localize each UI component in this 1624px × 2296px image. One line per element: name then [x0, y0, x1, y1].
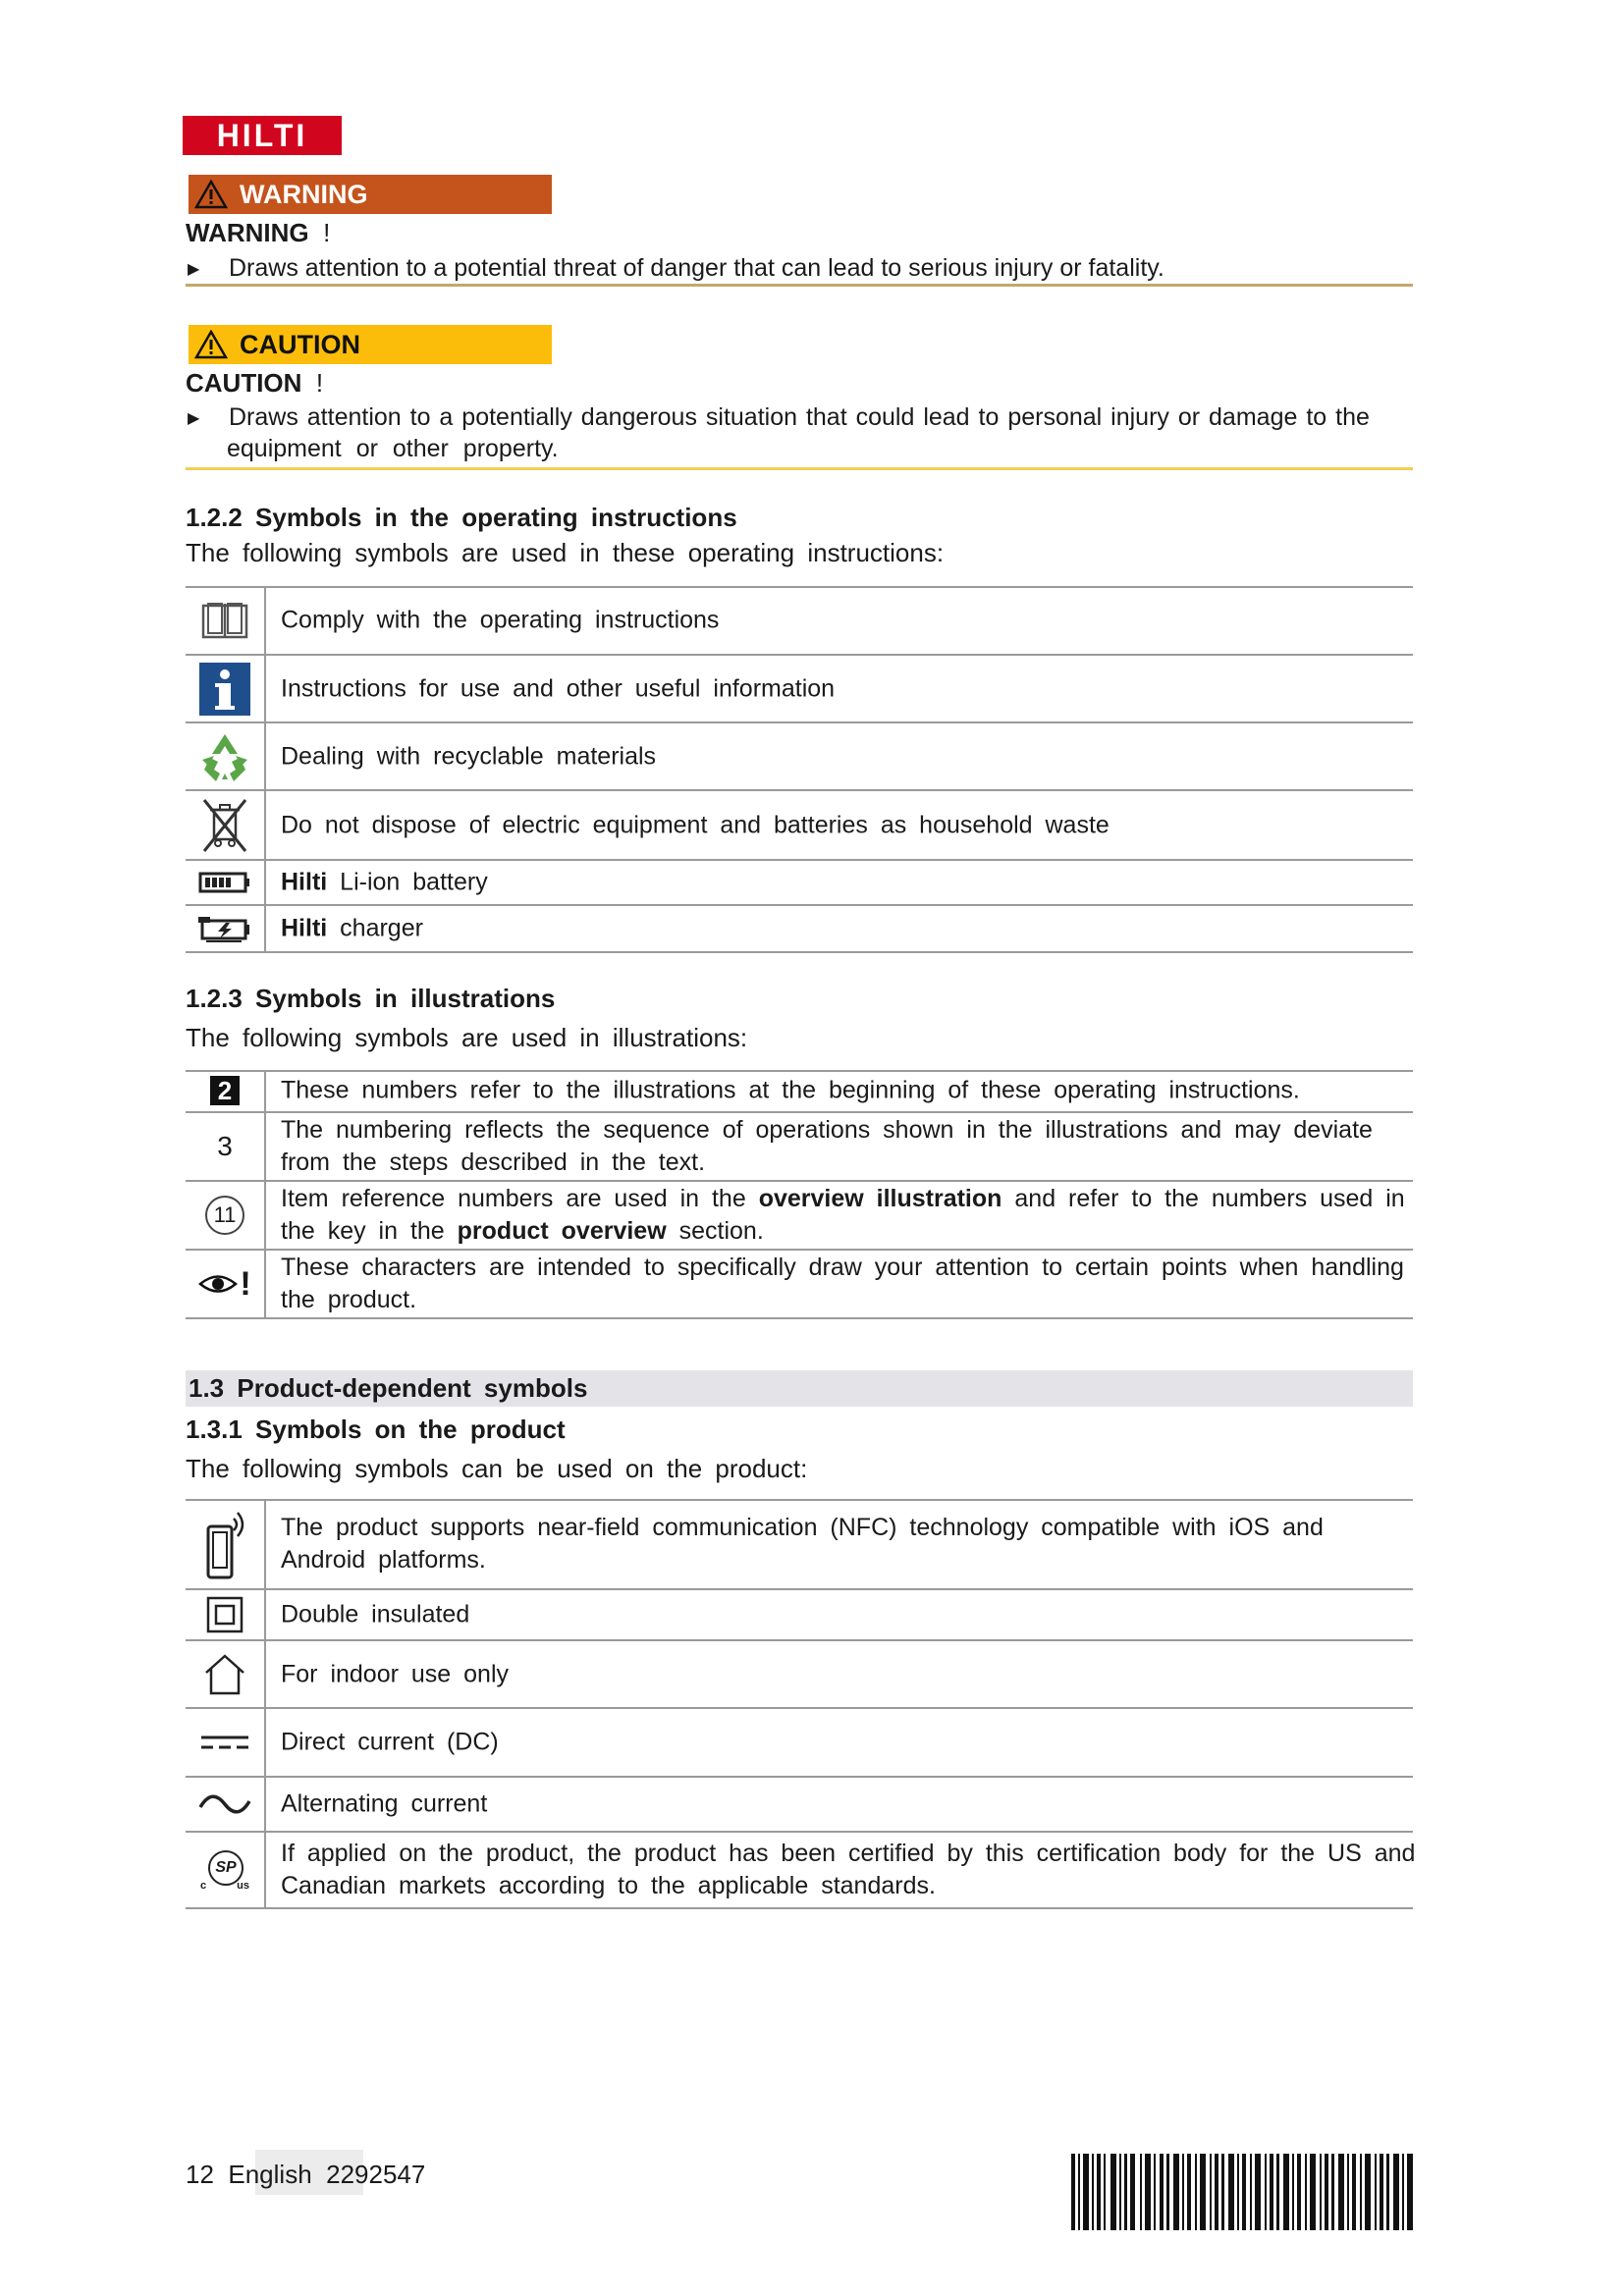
section-1-3-1-title: 1.3.1 Symbols on the product: [186, 1415, 566, 1444]
caution-heading: CAUTION !: [186, 368, 324, 398]
table-row: [186, 1590, 1413, 1641]
table-row-text: These numbers refer to the illustrations at the beginning of these operating instructions.: [281, 1076, 1300, 1104]
section-1-2-3-title: 1.2.3 Symbols in illustrations: [186, 984, 556, 1013]
numbered-box-icon: 2: [210, 1076, 240, 1105]
table-row-text: The numbering reflects the sequence of operations shown in the illustrations and may deviate from the steps described in the text.: [281, 1116, 1373, 1176]
table-row-text: These characters are intended to specifically draw your attention to certain points when handling the product.: [281, 1254, 1404, 1313]
ac-current-icon: [197, 1791, 252, 1817]
attention-mark: !: [240, 1264, 251, 1303]
warning-heading: WARNING !: [186, 218, 331, 247]
page-footer: [186, 2160, 425, 2190]
table-row: [186, 1113, 1413, 1182]
warning-badge-label: WARNING: [240, 179, 368, 209]
hilti-logo: HILTI: [183, 116, 342, 155]
table-row-text: Do not dispose of electric equipment and batteries as household waste: [281, 811, 1110, 838]
table-row: [186, 1182, 1413, 1251]
info-icon: [199, 663, 250, 716]
table-row-text: If applied on the product, the product has been certified by this certification body for the US and Canadian markets according to the applicable standards.: [281, 1840, 1416, 1899]
table-row-text: For indoor use only: [281, 1660, 510, 1687]
page-number: 12: [186, 2160, 214, 2189]
table-row: [186, 1641, 1413, 1709]
crossed-bin-icon: [200, 796, 249, 855]
table-row: [186, 906, 1413, 953]
section-1-2-2-title: 1.2.2 Symbols in the operating instructions: [186, 503, 737, 532]
table-row-text: Dealing with recyclable materials: [281, 742, 657, 770]
warning-text: ▶ Draws attention to a potential threat of danger that can lead to serious injury or fatality.: [188, 254, 1164, 282]
footer-doc-number: 2292547: [326, 2160, 426, 2189]
battery-icon: [198, 871, 251, 894]
caution-badge: [189, 325, 552, 364]
table-row: [186, 1778, 1413, 1833]
table-row-text: Hilti charger: [281, 914, 423, 942]
section-1-2-2-intro: The following symbols are used in these operating instructions:: [186, 538, 945, 567]
manual-book-icon: [200, 600, 249, 641]
table-row-text: Double insulated: [281, 1600, 470, 1629]
table-row: [186, 723, 1413, 791]
barcode-icon: [1071, 2154, 1413, 2230]
warning-triangle-icon: [194, 180, 228, 209]
product-symbols-table: [186, 1499, 1416, 1909]
eye-attention-icon: [198, 1271, 238, 1297]
recycle-icon: [198, 730, 251, 783]
csa-cert-icon: SP c us: [200, 1848, 249, 1892]
table-row: [186, 1833, 1416, 1909]
operating-symbols-table: [186, 586, 1413, 953]
table-row-text: The product supports near-field communication (NFC) technology compatible with iOS and Android platforms.: [281, 1513, 1324, 1574]
charger-icon: [196, 913, 253, 944]
table-row: [186, 861, 1413, 906]
caution-text: ▶ Draws attention to a potentially dangerous situation that could lead to personal injury or damage to the equipment or other property.: [188, 403, 1370, 462]
footer-language: English: [228, 2160, 312, 2189]
house-icon: [202, 1653, 247, 1696]
warning-badge: [189, 175, 552, 214]
nfc-phone-icon: [200, 1505, 249, 1583]
table-row-text: Comply with the operating instructions: [281, 606, 720, 633]
table-row-text: Alternating current: [281, 1789, 488, 1818]
item-reference-icon: 11: [205, 1196, 244, 1235]
section-1-3-1-intro: The following symbols can be used on the product:: [186, 1454, 808, 1483]
table-row: [186, 1251, 1413, 1319]
table-row: [186, 1070, 1413, 1113]
warning-divider: [186, 284, 1413, 287]
table-row-text: Direct current (DC): [281, 1728, 499, 1756]
table-row-text: Item reference numbers are used in the overview illustration and refer to the numbers used in the key in the product overview section.: [281, 1185, 1405, 1245]
section-1-2-3-intro: The following symbols are used in illustrations:: [186, 1023, 748, 1052]
illustration-symbols-table: [186, 1070, 1413, 1327]
table-row: [186, 1709, 1413, 1778]
caution-badge-label: CAUTION: [240, 329, 360, 359]
table-row-text: Hilti Li-ion battery: [281, 868, 488, 896]
table-row: [186, 791, 1413, 861]
table-row-text: Instructions for use and other useful information: [281, 674, 836, 702]
caution-triangle-icon: [194, 330, 228, 359]
table-row: [186, 586, 1413, 656]
table-row: [186, 656, 1413, 723]
double-insulated-icon: [206, 1596, 244, 1633]
dc-current-icon: [199, 1733, 250, 1752]
table-row: [186, 1499, 1413, 1590]
sequence-number-icon: 3: [217, 1131, 233, 1161]
section-1-3-title: 1.3 Product-dependent symbols: [189, 1373, 588, 1403]
caution-divider: [186, 467, 1413, 470]
